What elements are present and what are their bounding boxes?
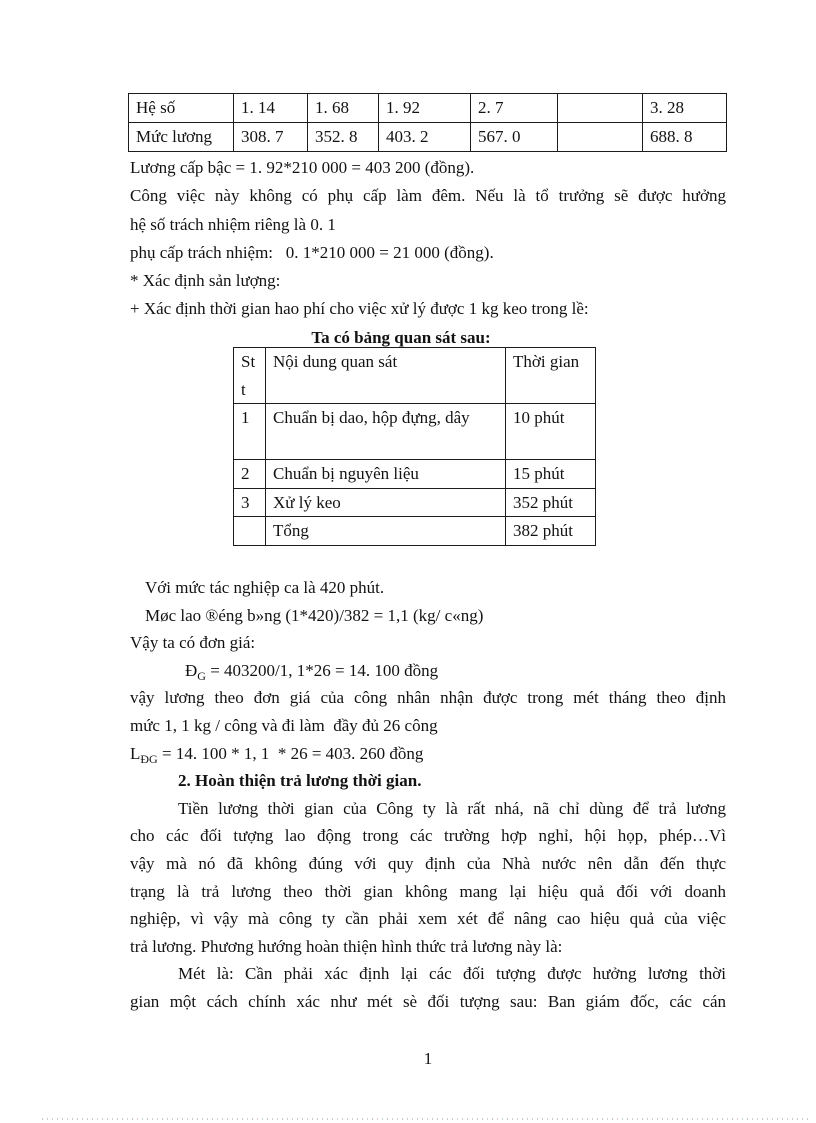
text-line: hệ số trách nhiệm riêng là 0. 1 [130, 214, 336, 234]
table-cell: Chuẩn bị nguyên liệu [266, 460, 506, 489]
paragraph-line: trạng là trả lương theo thời gian không mang lại hiệu quả đối với doanh [130, 881, 726, 901]
lower-text-block [130, 574, 726, 1016]
table-cell: Tổng [266, 517, 506, 546]
table-header-cell: Thời gian [506, 348, 596, 404]
paragraph-line: vậy mà nó đã không đúng với quy định của Nhà nước nên dẫn đến thực [130, 853, 726, 873]
table-header-cell: Stt [234, 348, 266, 404]
formula-expression: = 14. 100 * 1, 1 * 26 = 403. 260 đồng [161, 743, 424, 763]
table-cell: 382 phút [506, 517, 596, 546]
section-heading: 2. Hoàn thiện trả lương thời gian. [178, 771, 422, 791]
observation-table [233, 347, 596, 546]
observation-table-title: Ta có bảng quan sát sau: [311, 327, 491, 347]
table-cell: Xử lý keo [266, 488, 506, 517]
table-cell: 1. 14 [234, 94, 308, 123]
text-line: + Xác định thời gian hao phí cho việc xử lý được 1 kg keo trong lề: [130, 299, 589, 319]
table-cell: 2. 7 [471, 94, 558, 123]
bottom-dotted-divider [42, 1118, 810, 1120]
table-header-cell: Nội dung quan sát [266, 348, 506, 404]
table-cell: 1. 92 [379, 94, 471, 123]
text-line: mức 1, 1 kg / công và đi làm đầy đủ 26 công [130, 715, 438, 735]
formula-luong-don-gia [130, 740, 726, 768]
text-line: Vậy ta có đơn giá: [130, 633, 256, 653]
table-cell: 352. 8 [308, 123, 379, 152]
table-header-row [234, 348, 596, 404]
table-cell: 1. 68 [308, 94, 379, 123]
table-cell: 352 phút [506, 488, 596, 517]
paragraph-line: cho các đối tượng lao động trong các trường hợp nghỉ, hội họp, phép…Vì [130, 826, 726, 846]
table-cell: 308. 7 [234, 123, 308, 152]
table-cell: 688. 8 [643, 123, 727, 152]
table-cell: 567. 0 [471, 123, 558, 152]
text-line: Với mức tác nghiệp ca là 420 phút. [145, 578, 385, 597]
formula-expression: = 403200/1, 1*26 = 14. 100 đồng [210, 660, 439, 680]
paragraph-line: nghiệp, vì vậy mà công ty cần phải xem xét để nâng cao hiệu quả của việc [130, 909, 726, 929]
formula-symbol: Đ [185, 660, 198, 680]
paragraph-line: trả lương. Phương hướng hoàn thiện hình thức trả lương này là: [130, 936, 563, 956]
table-row [234, 488, 596, 517]
salary-table [128, 93, 727, 152]
text-line: phụ cấp trách nhiệm: 0. 1*210 000 = 21 000 (đồng). [130, 242, 494, 262]
paragraph-line: Mét là: Cần phải xác định lại các đối tượng được hưởng lương thời [178, 964, 726, 984]
table-cell [234, 517, 266, 546]
salary-row-wage [129, 123, 727, 152]
table-cell: 3 [234, 488, 266, 517]
text-line-garbled-encoding: Møc lao ®éng b»ng (1*420)/382 = 1,1 (kg/ c«ng) [145, 605, 484, 625]
table-cell: 2 [234, 460, 266, 489]
table-row [234, 460, 596, 489]
paragraph-line: gian một cách chính xác như mét sè đối tượng sau: Ban giám đốc, các cán [130, 991, 726, 1011]
formula-subscript: G [197, 668, 206, 683]
table-cell: Hệ số [129, 94, 234, 123]
formula-don-gia [130, 657, 726, 685]
page-number: 1 [423, 1049, 433, 1068]
table-cell: 10 phút [506, 404, 596, 460]
formula-subscript: ĐG [140, 751, 158, 766]
text-line: vậy lương theo đơn giá của công nhân nhận được trong mét tháng theo định [130, 688, 726, 708]
table-cell: Mức lương [129, 123, 234, 152]
salary-row-coefficient [129, 94, 727, 123]
table-cell: 3. 28 [643, 94, 727, 123]
table-cell: 1 [234, 404, 266, 460]
table-cell [558, 94, 643, 123]
table-cell [558, 123, 643, 152]
text-line: Lương cấp bậc = 1. 92*210 000 = 403 200 (đồng). [130, 158, 475, 177]
upper-text-block [130, 154, 726, 352]
paragraph-line: Tiền lương thời gian của Công ty là rất nhá, nã chỉ dùng để trả lương [178, 798, 726, 818]
formula-symbol: L [130, 743, 141, 763]
table-total-row [234, 517, 596, 546]
table-row [234, 404, 596, 460]
text-line: * Xác định sản lượng: [130, 271, 281, 291]
table-cell: 403. 2 [379, 123, 471, 152]
text-line: Công việc này không có phụ cấp làm đêm. Nếu là tổ trưởng sẽ được hưởng [130, 186, 726, 206]
table-cell: 15 phút [506, 460, 596, 489]
table-cell: Chuẩn bị dao, hộp đựng, dây [266, 404, 506, 460]
